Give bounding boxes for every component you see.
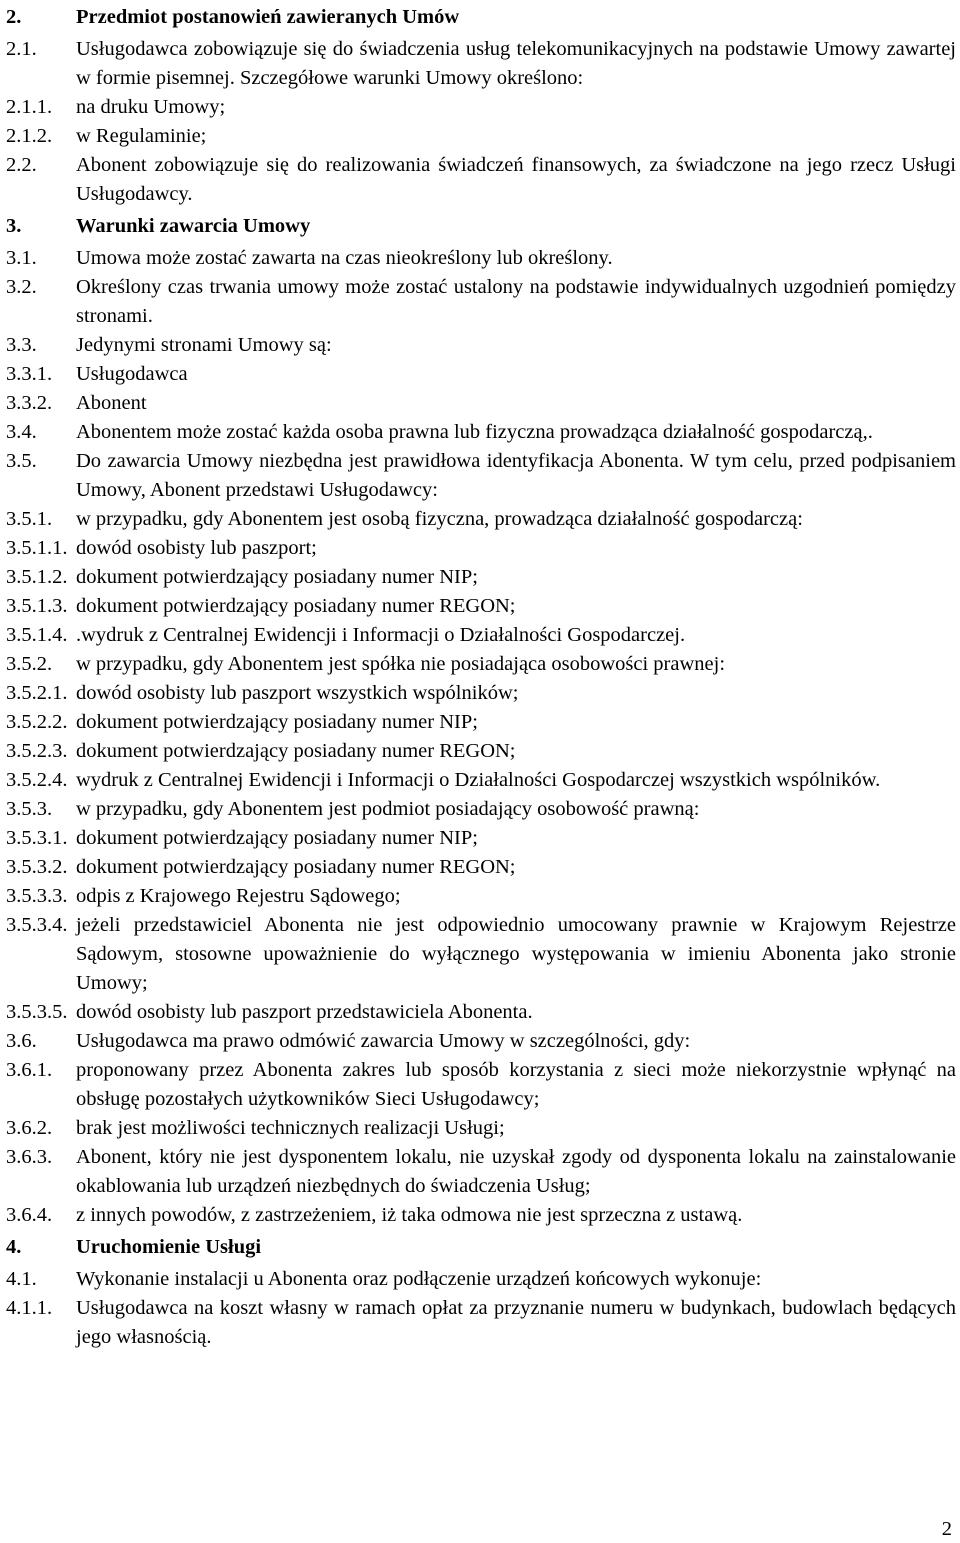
clause-paragraph (6, 650, 956, 679)
clause-text: dokument potwierdzający posiadany numer REGON; (76, 595, 516, 617)
clause-paragraph (6, 447, 956, 505)
clause-paragraph (6, 795, 956, 824)
clause-paragraph (6, 766, 956, 795)
clause-paragraph (6, 708, 956, 737)
clause-paragraph (6, 679, 956, 708)
clause-number: 3. (6, 215, 22, 237)
clause-number: 3.6.3. (6, 1146, 53, 1168)
clause-number: 3.5. (6, 450, 37, 472)
clause-text: w przypadku, gdy Abonentem jest osobą fizyczna, prowadząca działalność gospodarczą: (76, 508, 803, 530)
clause-number: 3.5.3. (6, 798, 53, 820)
clause-text: dokument potwierdzający posiadany numer REGON; (76, 740, 516, 762)
clause-number: 2.2. (6, 154, 37, 176)
clause-text: dokument potwierdzający posiadany numer NIP; (76, 827, 478, 849)
clause-number: 3.5.1.3. (6, 595, 68, 617)
clause-paragraph (6, 93, 956, 122)
clause-paragraph (6, 35, 956, 93)
clause-paragraph (6, 1056, 956, 1114)
clause-text: Abonent (76, 392, 147, 414)
clause-text: na druku Umowy; (76, 96, 226, 118)
clause-number: 4.1.1. (6, 1297, 53, 1319)
clause-number: 2. (6, 6, 22, 28)
clause-text: wydruk z Centralnej Ewidencji i Informacji o Działalności Gospodarczej wszystkich wspólników. (76, 769, 881, 791)
clause-number: 3.6.1. (6, 1059, 53, 1081)
clause-number: 2.1. (6, 38, 37, 60)
clause-paragraph (6, 1265, 956, 1294)
clause-paragraph (6, 244, 956, 273)
clause-number: 3.5.3.5. (6, 1001, 68, 1023)
clause-paragraph (6, 534, 956, 563)
clause-text: dokument potwierdzający posiadany numer NIP; (76, 711, 478, 733)
clause-paragraph (6, 1114, 956, 1143)
clause-text: Wykonanie instalacji u Abonenta oraz podłączenie urządzeń końcowych wykonuje: (76, 1268, 762, 1290)
clause-text: Usługodawca zobowiązuje się do świadczenia usług telekomunikacyjnych na podstawie Umowy zawartej w formie pisemnej. Szczegółowe warunki Umowy określono: (76, 38, 956, 89)
clause-number: 4. (6, 1236, 22, 1258)
clause-text: z innych powodów, z zastrzeżeniem, iż taka odmowa nie jest sprzeczna z ustawą. (76, 1204, 743, 1226)
clause-text: Abonent, który nie jest dysponentem lokalu, nie uzyskał zgody od dysponenta lokalu na zainstalowanie okablowania lub urządzeń niezbędnych do świadczenia Usług; (76, 1146, 956, 1197)
clause-number: 3.5.1.1. (6, 537, 68, 559)
clause-number: 2.1.1. (6, 96, 53, 118)
clause-number: 3.5.2.3. (6, 740, 68, 762)
clause-paragraph (6, 331, 956, 360)
clause-number: 3.5.2.2. (6, 711, 68, 733)
clause-paragraph (6, 882, 956, 911)
section-heading (6, 212, 956, 241)
clause-text: dowód osobisty lub paszport przedstawiciela Abonenta. (76, 1001, 533, 1023)
clause-paragraph (6, 563, 956, 592)
section-title: Uruchomienie Usługi (76, 1236, 262, 1258)
clause-number: 3.5.3.1. (6, 827, 68, 849)
clause-number: 3.6. (6, 1030, 37, 1052)
clause-number: 3.5.2.1. (6, 682, 68, 704)
clause-number: 3.5.3.3. (6, 885, 68, 907)
clause-text: Usługodawca ma prawo odmówić zawarcia Umowy w szczególności, gdy: (76, 1030, 691, 1052)
clause-number: 3.5.2. (6, 653, 53, 675)
clause-paragraph (6, 151, 956, 209)
clause-paragraph (6, 998, 956, 1027)
document-body (6, 0, 956, 1352)
clause-paragraph (6, 1027, 956, 1056)
clause-text: dokument potwierdzający posiadany numer NIP; (76, 566, 478, 588)
clause-number: 3.3.2. (6, 392, 53, 414)
clause-number: 4.1. (6, 1268, 37, 1290)
clause-text: Abonentem może zostać każda osoba prawna lub fizyczna prowadząca działalność gospodarczą,. (76, 421, 873, 443)
clause-paragraph (6, 389, 956, 418)
clause-text: Określony czas trwania umowy może zostać ustalony na podstawie indywidualnych uzgodnień pomiędzy stronami. (76, 276, 956, 327)
clause-paragraph (6, 1201, 956, 1230)
clause-paragraph (6, 418, 956, 447)
clause-text: dowód osobisty lub paszport; (76, 537, 317, 559)
clause-text: w Regulaminie; (76, 125, 207, 147)
clause-number: 3.6.4. (6, 1204, 53, 1226)
clause-paragraph (6, 122, 956, 151)
clause-number: 3.5.2.4. (6, 769, 68, 791)
clause-number: 3.1. (6, 247, 37, 269)
clause-paragraph (6, 737, 956, 766)
clause-number: 3.5.3.4. (6, 914, 68, 936)
clause-text: Jedynymi stronami Umowy są: (76, 334, 332, 356)
clause-paragraph (6, 360, 956, 389)
clause-paragraph (6, 592, 956, 621)
clause-paragraph (6, 1143, 956, 1201)
clause-number: 3.5.1.4. (6, 624, 68, 646)
clause-paragraph (6, 505, 956, 534)
clause-number: 3.5.1. (6, 508, 53, 530)
clause-paragraph (6, 824, 956, 853)
clause-number: 3.5.3.2. (6, 856, 68, 878)
clause-text: brak jest możliwości technicznych realizacji Usługi; (76, 1117, 505, 1139)
clause-number: 3.2. (6, 276, 37, 298)
clause-text: Usługodawca (76, 363, 188, 385)
clause-text: w przypadku, gdy Abonentem jest spółka nie posiadająca osobowości prawnej: (76, 653, 726, 675)
clause-number: 3.6.2. (6, 1117, 53, 1139)
clause-text: jeżeli przedstawiciel Abonenta nie jest odpowiednio umocowany prawnie w Krajowym Rejestrze Sądowym, stosowne upoważnienie do wyłącznego występowania w imieniu Abonenta jako stronie Umowy; (76, 914, 956, 994)
clause-text: Abonent zobowiązuje się do realizowania świadczeń finansowych, za świadczone na jego rzecz Usługi Usługodawcy. (76, 154, 956, 205)
clause-paragraph (6, 853, 956, 882)
section-heading (6, 3, 956, 32)
clause-text: Umowa może zostać zawarta na czas nieokreślony lub określony. (76, 247, 613, 269)
clause-text: .wydruk z Centralnej Ewidencji i Informacji o Działalności Gospodarczej. (76, 624, 686, 646)
clause-text: dokument potwierdzający posiadany numer REGON; (76, 856, 516, 878)
clause-text: w przypadku, gdy Abonentem jest podmiot posiadający osobowość prawną: (76, 798, 700, 820)
clause-number: 3.3. (6, 334, 37, 356)
clause-number: 2.1.2. (6, 125, 53, 147)
clause-number: 3.3.1. (6, 363, 53, 385)
section-title: Przedmiot postanowień zawieranych Umów (76, 6, 460, 28)
clause-paragraph (6, 621, 956, 650)
clause-text: Usługodawca na koszt własny w ramach opłat za przyznanie numeru w budynkach, budowlach będących jego własnością. (76, 1297, 956, 1348)
clause-paragraph (6, 911, 956, 998)
clause-paragraph (6, 1294, 956, 1352)
clause-text: odpis z Krajowego Rejestru Sądowego; (76, 885, 401, 907)
clause-text: dowód osobisty lub paszport wszystkich wspólników; (76, 682, 519, 704)
clause-paragraph (6, 273, 956, 331)
clause-text: Do zawarcia Umowy niezbędna jest prawidłowa identyfikacja Abonenta. W tym celu, przed podpisaniem Umowy, Abonent przedstawi Usługodawcy: (76, 450, 956, 501)
page-number: 2 (941, 1518, 952, 1540)
clause-number: 3.5.1.2. (6, 566, 68, 588)
clause-number: 3.4. (6, 421, 37, 443)
clause-text: proponowany przez Abonenta zakres lub sposób korzystania z sieci może niekorzystnie wpłynąć na obsługę pozostałych użytkowników Sieci Usługodawcy; (76, 1059, 956, 1110)
section-title: Warunki zawarcia Umowy (76, 215, 311, 237)
section-heading (6, 1233, 956, 1262)
